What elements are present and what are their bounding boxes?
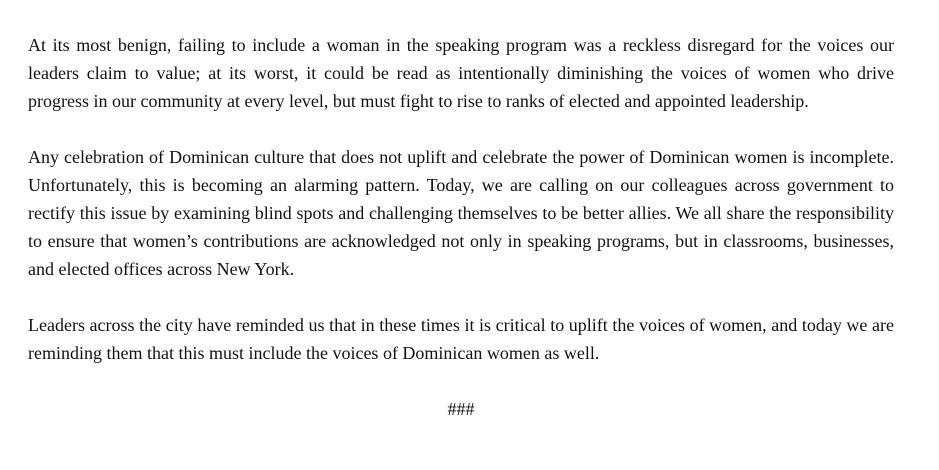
document-body xyxy=(28,31,894,423)
paragraph-3: Leaders across the city have reminded us that in these times it is critical to uplift the voices of women, and today we are reminding them that this must include the voices of Dominican women as well. xyxy=(28,315,894,363)
end-of-release-mark: ### xyxy=(447,399,475,419)
paragraph-1: At its most benign, failing to include a woman in the speaking program was a reckless disregard for the voices our leaders claim to value; at its worst, it could be read as intentionally diminishing the voices of women who drive progress in our community at every level, but must fight to rise to ranks of elected and appointed leadership. xyxy=(28,35,894,111)
paragraph-2: Any celebration of Dominican culture that does not uplift and celebrate the power of Dominican women is incomplete. Unfortunately, this is becoming an alarming pattern. Today, we are calling on our colleagues across government to rectify this issue by examining blind spots and challenging themselves to be better allies. We all share the responsibility to ensure that women’s contributions are acknowledged not only in speaking programs, but in classrooms, businesses, and elected offices across New York. xyxy=(28,147,894,279)
